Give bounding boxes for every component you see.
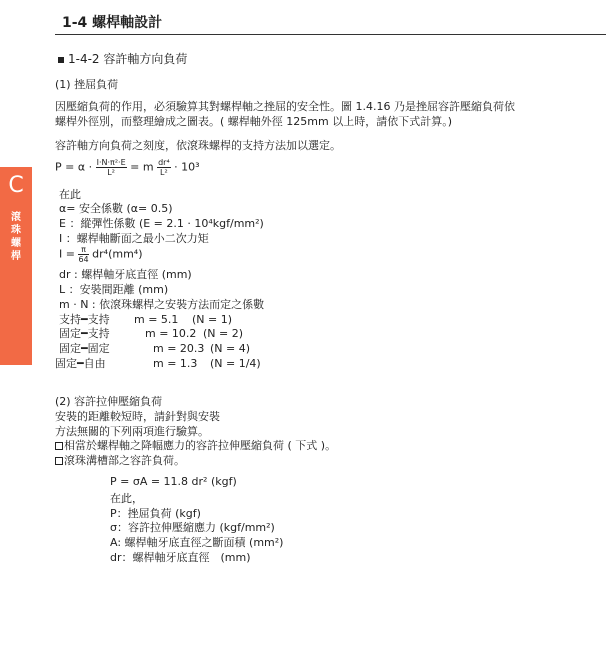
part1-paragraph2: 容許軸方向負荷之刻度，依滾珠螺桿的支持方法加以選定。	[55, 139, 341, 152]
support-type: 支持━支持	[59, 313, 110, 326]
part2-def-dr: dr：螺桿軸牙底直徑 (mm)	[110, 551, 251, 564]
i-formula	[59, 245, 143, 264]
checkbox-bullet-icon	[55, 457, 63, 465]
part2-def-sigma: σ：容許拉伸壓縮應力 (kgf/mm²)	[110, 521, 275, 534]
section-heading	[58, 50, 187, 67]
part2-bullet	[55, 437, 336, 453]
part1-heading: (1) 挫屈負荷	[55, 78, 119, 91]
i-formula-rhs: dr⁴(mm⁴)	[92, 247, 143, 261]
part2-line1: 安裝的距離較短時，請針對與安裝	[55, 410, 220, 423]
part2-line2: 方法無關的下列兩項進行驗算。	[55, 425, 209, 438]
def-e: E ：縱彈性係數 (E = 2.1 · 10⁴kgf/mm²)	[59, 217, 264, 230]
title-rule	[55, 34, 606, 35]
i-formula-fraction	[78, 245, 88, 264]
formula-fraction-1	[96, 158, 127, 177]
checkbox-bullet-icon	[55, 442, 63, 450]
part2-def-p: P：挫屈負荷 (kgf)	[110, 507, 201, 520]
part2-bullet-text: 相當於螺桿軸之降幅應力的容許拉伸壓縮負荷 ( 下式 )。	[64, 439, 337, 452]
fraction-1-numerator: I·N·π²·E	[96, 158, 126, 167]
chapter-tab-letter: C	[8, 173, 24, 198]
i-fraction-denominator: 64	[78, 255, 89, 264]
fraction-2-denominator: L²	[160, 168, 168, 177]
part2-def-a: A: 螺桿軸牙底直徑之斷面積 (mm²)	[110, 536, 284, 549]
def-mn: m · N : 依滾珠螺桿之安裝方法而定之係數	[59, 298, 265, 311]
part2-where-label: 在此，	[110, 492, 143, 505]
part2-heading: (2) 容許拉伸壓縮負荷	[55, 395, 163, 408]
support-m: m = 1.3	[153, 357, 198, 370]
chapter-tab-label-text: 滾 珠 螺 桿	[11, 212, 21, 262]
part1-paragraph-line1: 因壓縮負荷的作用，必須驗算其對螺桿軸之挫屈的安全性。圖 1.4.16 乃是挫屈容許壓縮負荷依	[55, 100, 515, 113]
part2-bullet-text: 滾珠溝槽部之容許負荷。	[64, 454, 185, 467]
support-type: 固定━自由	[55, 357, 106, 370]
support-n: (N = 1/4)	[210, 357, 261, 370]
i-fraction-numerator: π	[78, 245, 88, 255]
fraction-1-denominator: L²	[107, 168, 115, 177]
chapter-tab-label	[0, 211, 32, 263]
where-label: 在此	[59, 188, 81, 201]
support-n: (N = 1)	[192, 313, 233, 326]
def-l: L ：安裝間距離 (mm)	[59, 283, 169, 296]
support-n: (N = 2)	[203, 327, 244, 340]
i-formula-lhs: I =	[59, 247, 75, 261]
part2-bullet	[55, 452, 185, 468]
support-m: m = 10.2	[145, 327, 197, 340]
square-bullet-icon	[58, 57, 64, 63]
support-row	[59, 325, 243, 341]
support-n: (N = 4)	[210, 342, 251, 355]
support-row	[55, 355, 261, 371]
buckling-formula	[55, 158, 200, 177]
def-alpha: α= 安全係數 (α= 0.5)	[59, 202, 173, 215]
fraction-2-numerator: dr⁴	[158, 158, 170, 167]
formula-middle: = m	[130, 160, 154, 174]
support-m: m = 20.3	[153, 342, 205, 355]
part1-paragraph-line2: 螺桿外徑別，而整理繪成之圖表。( 螺桿軸外徑 125mm 以上時，請依下式計算。)	[55, 115, 452, 128]
support-type: 固定━支持	[59, 327, 110, 340]
section-title: 1-4-2 容許軸方向負荷	[68, 52, 188, 66]
support-row	[59, 340, 250, 356]
support-type: 固定━固定	[59, 342, 110, 355]
formula-lhs: P = α ·	[55, 160, 93, 174]
def-i: I ：螺桿軸斷面之最小二次力矩	[59, 232, 209, 245]
tensile-formula: P = σA = 11.8 dr² (kgf)	[110, 475, 237, 488]
def-dr: dr : 螺桿軸牙底直徑 (mm)	[59, 268, 192, 281]
page-title: 1-4 螺桿軸設計	[62, 15, 163, 31]
formula-fraction-2	[157, 158, 171, 177]
formula-tail: · 10³	[174, 160, 200, 174]
support-m: m = 5.1	[134, 313, 179, 326]
